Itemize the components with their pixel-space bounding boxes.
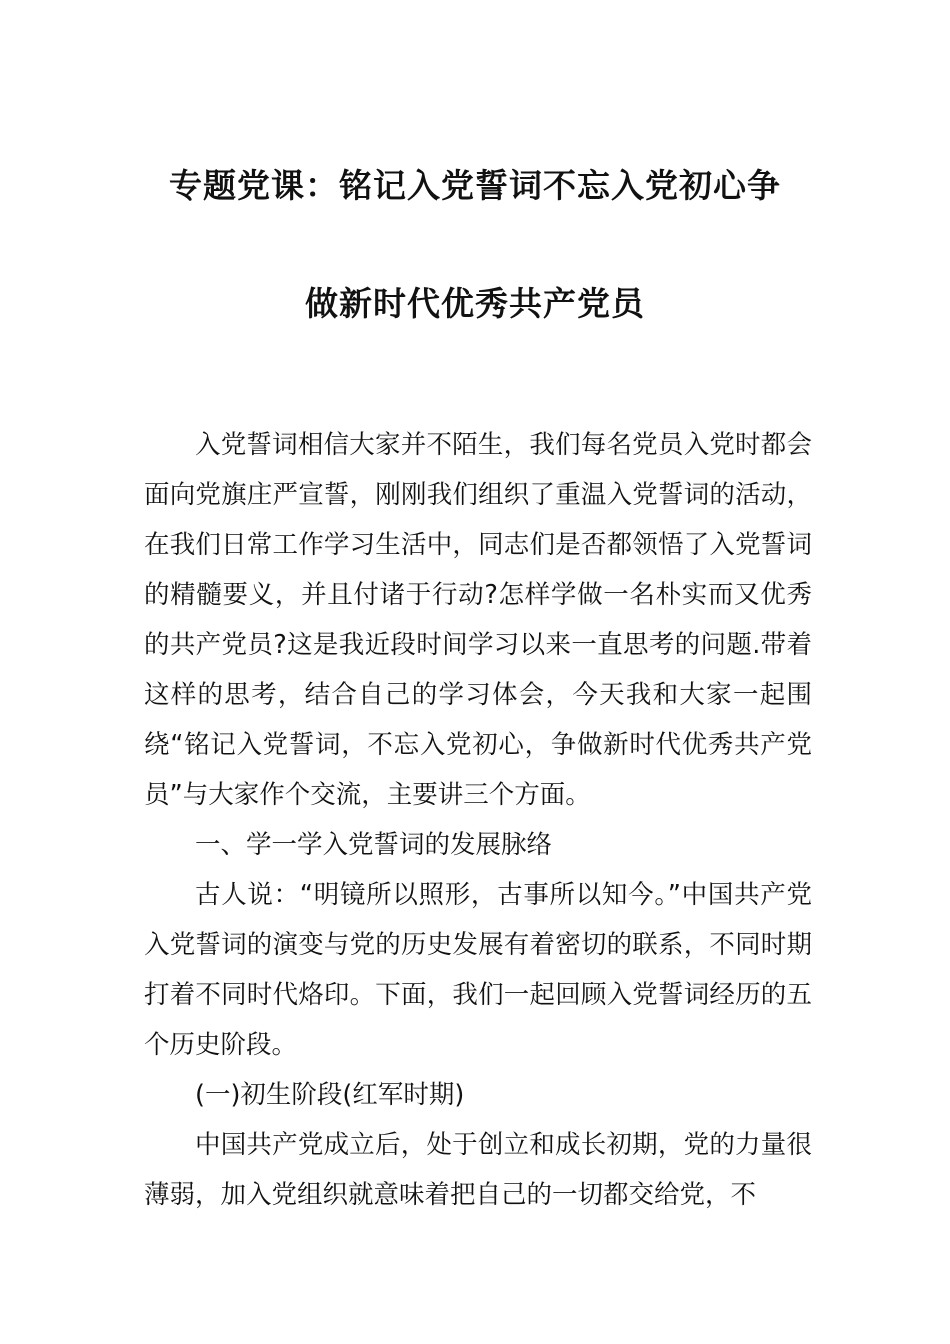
document-title-line-1: 专题党课：铭记入党誓词不忘入党初心争 — [169, 166, 781, 205]
subsection-heading-1: (一)初生阶段(红军时期) — [195, 1080, 465, 1110]
body-paragraph: 中国共产党成立后，处于创立和成长初期，党的力量很薄弱，加入党组织就意味着把自己的一切都交给党，不 — [144, 1130, 812, 1210]
section-heading-1: 一、学一学入党誓词的发展脉络 — [195, 830, 553, 860]
document-title-line-2: 做新时代优秀共产党员 — [305, 284, 645, 323]
document-body — [144, 420, 812, 1220]
intro-paragraph: 入党誓词相信大家并不陌生，我们每名党员入党时都会面向党旗庄严宣誓，刚刚我们组织了重温入党誓词的活动，在我们日常工作学习生活中，同志们是否都领悟了入党誓词的精髓要义，并且付诸于行动?怎样学做一名朴实而又优秀的共产党员?这是我近段时间学习以来一直思考的问题.带着这样的思考，结合自己的学习体会，今天我和大家一起围绕“铭记入党誓词，不忘入党初心，争做新时代优秀共产党员”与大家作个交流，主要讲三个方面。 — [144, 430, 812, 810]
body-paragraph: 古人说：“明镜所以照形，古事所以知今。”中国共产党入党誓词的演变与党的历史发展有着密切的联系，不同时期打着不同时代烙印。下面，我们一起回顾入党誓词经历的五个历史阶段。 — [144, 880, 812, 1060]
